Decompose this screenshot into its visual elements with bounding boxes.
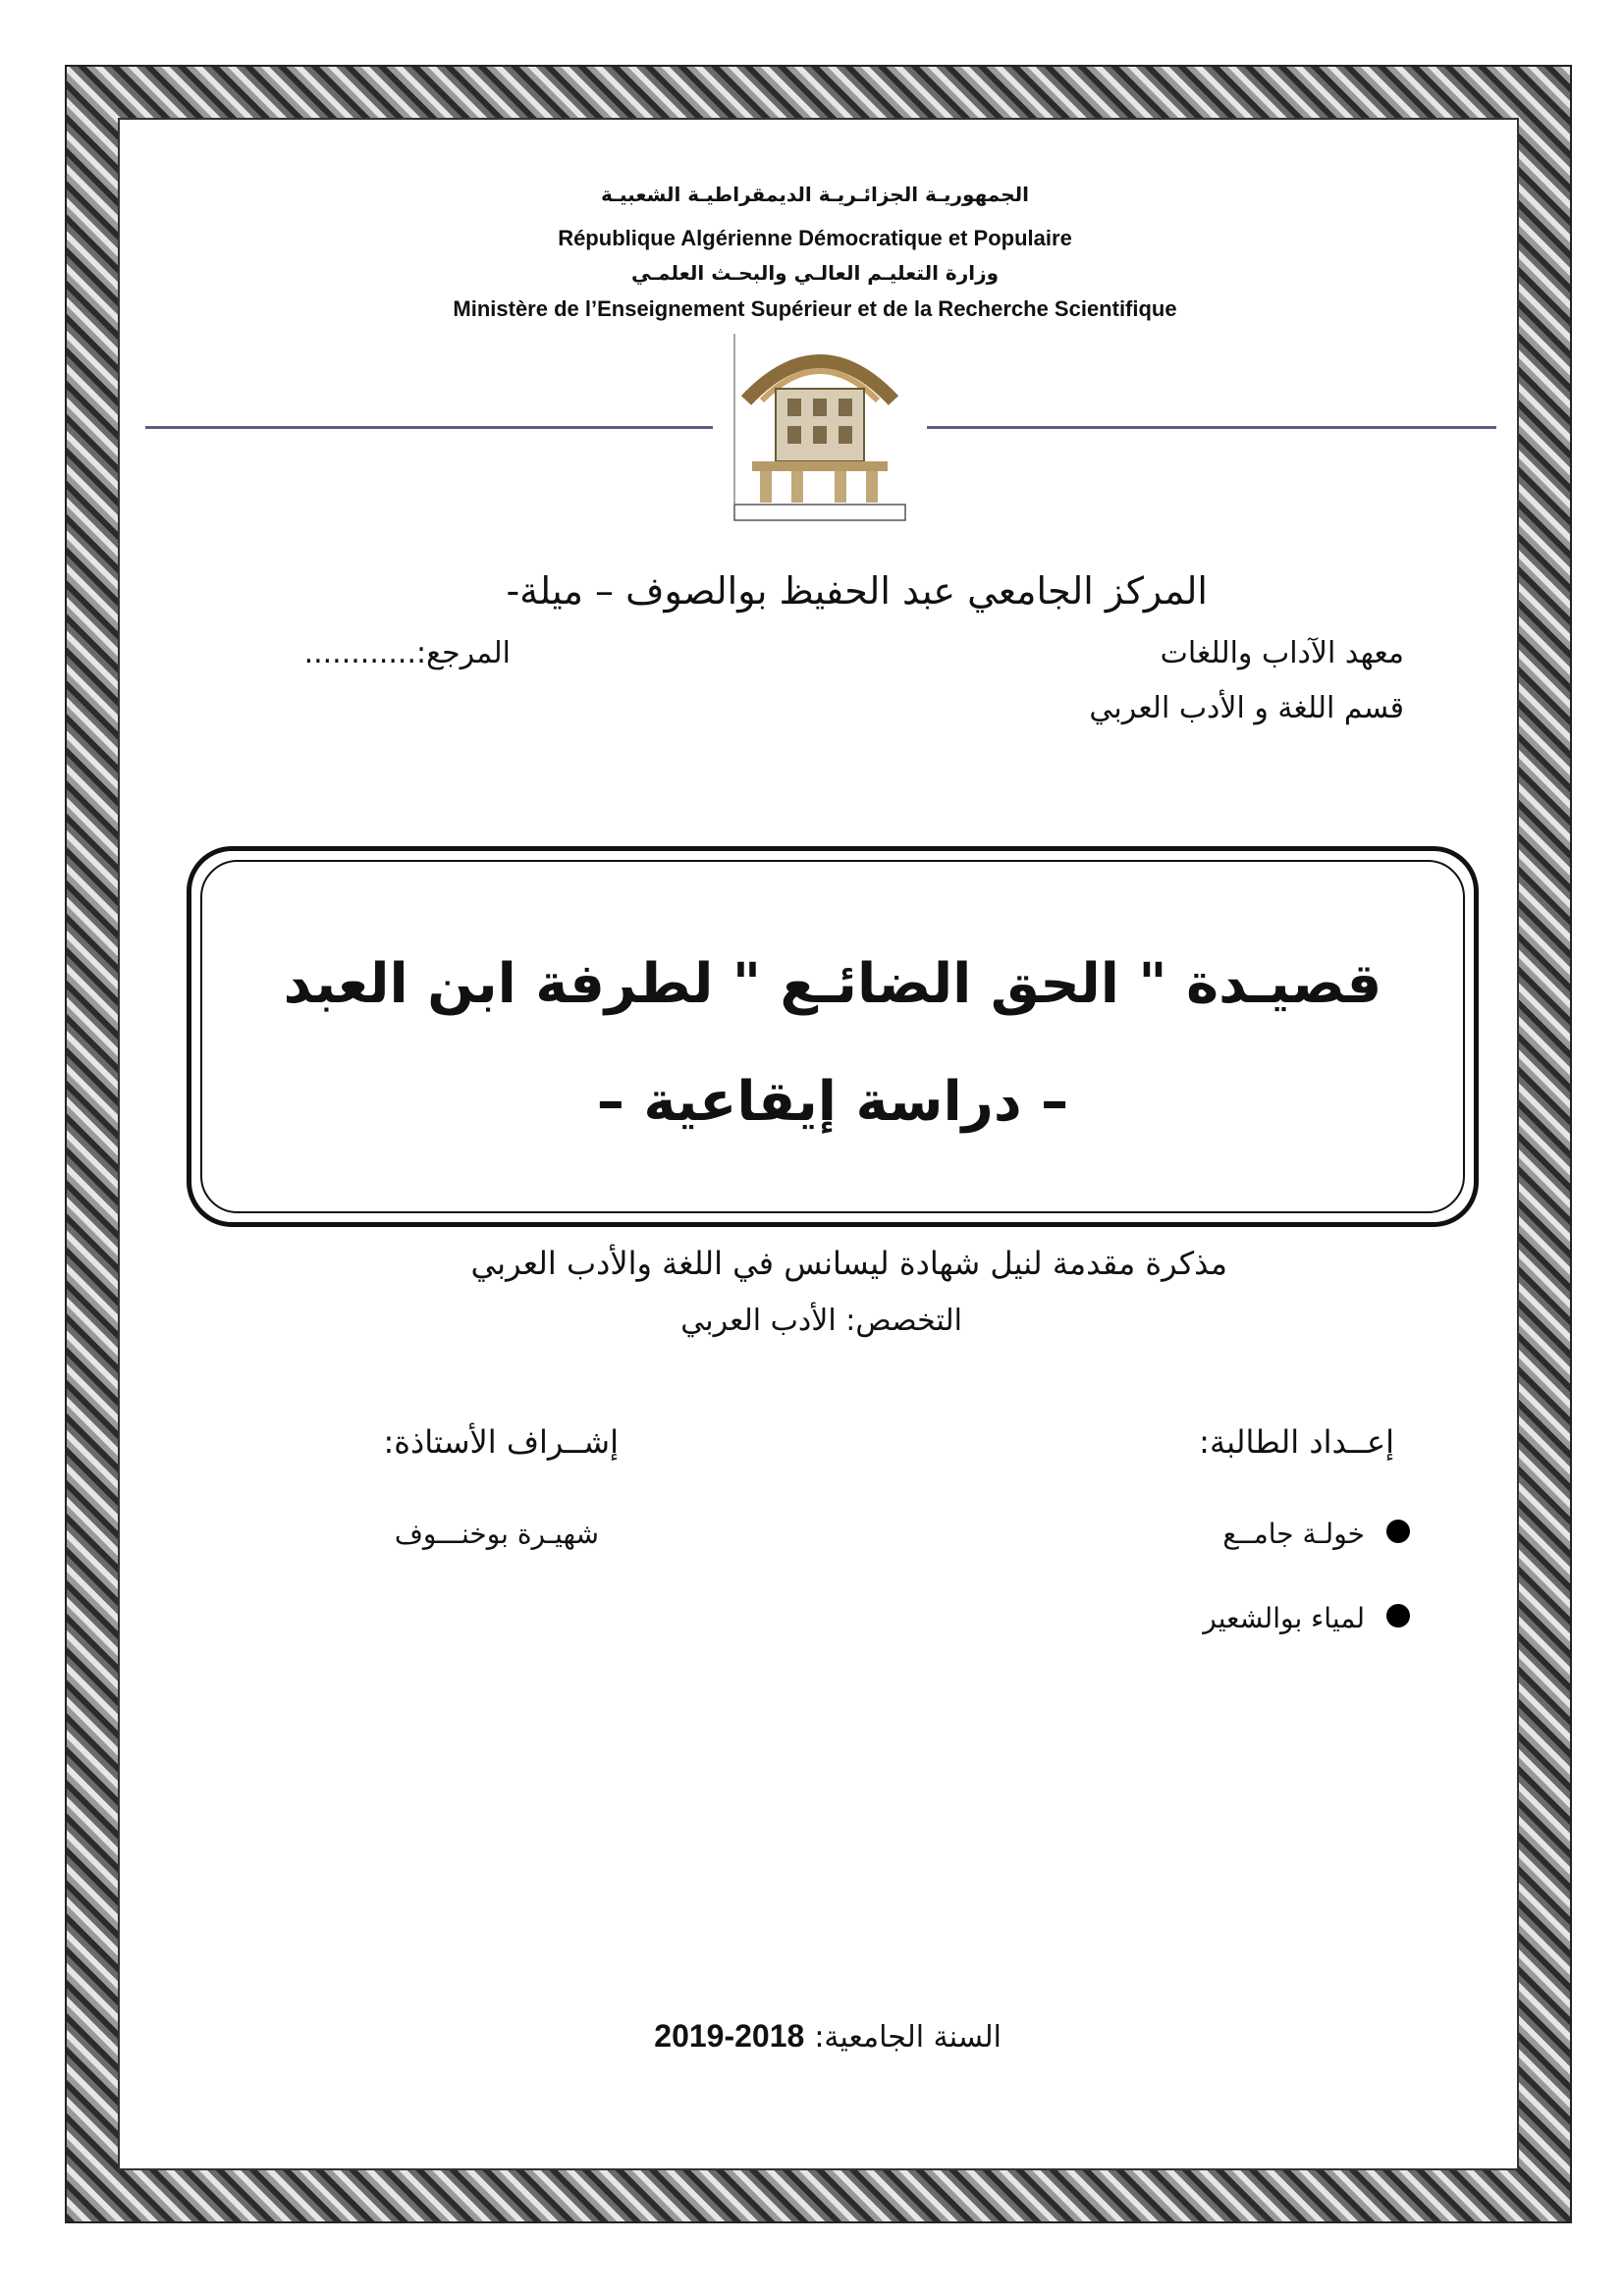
reference-field: المرجع:............ (303, 636, 511, 670)
academic-year-label: السنة الجامعية: (814, 2020, 1001, 2055)
thesis-purpose: مذكرة مقدمة لنيل شهادة ليسانس في اللغة والأدب العربي (470, 1245, 1227, 1282)
supervisor-label: إشــراف الأستاذة: (383, 1423, 619, 1461)
ministry-arabic: وزارة التعليـم العالـي والبحـث العلمـي (630, 261, 1000, 285)
specialty: التخصص: الأدب العربي (680, 1304, 962, 1338)
institute-name: معهد الآداب واللغات (1160, 636, 1404, 670)
header-rule-left (145, 426, 713, 429)
students-label: إعــداد الطالبة: (1199, 1423, 1394, 1461)
student-name-1: خولـة جامــع (1222, 1518, 1365, 1550)
republic-french: République Algérienne Démocratique et Populaire (558, 226, 1072, 250)
student-name-2: لمياء بوالشعير (1203, 1602, 1365, 1634)
academic-year (550, 2018, 1001, 2063)
thesis-title: قصيـدة " الحق الضائـع " لطرفة ابن العبد (283, 952, 1382, 1016)
university-logo (732, 332, 907, 524)
title-frame-inner (200, 860, 1465, 1213)
ministry-french: Ministère de l’Enseignement Supérieur et de la Recherche Scientifique (453, 296, 1177, 321)
thesis-subtitle: – دراسة إيقاعية – (596, 1070, 1069, 1134)
bullet-icon (1386, 1604, 1410, 1628)
university-name: المركز الجامعي عبد الحفيظ بوالصوف – ميلة- (506, 569, 1208, 613)
republic-arabic: الجمهوريـة الجزائـريـة الديمقراطيـة الشعبيـة (601, 183, 1029, 206)
header-rule-right (927, 426, 1496, 429)
supervisor-name: شهيـرة بوخنـــوف (394, 1518, 599, 1550)
academic-year-value: 2019-2018 (654, 2018, 805, 2054)
bullet-icon (1386, 1520, 1410, 1543)
department-name: قسم اللغة و الأدب العربي (1089, 691, 1404, 725)
